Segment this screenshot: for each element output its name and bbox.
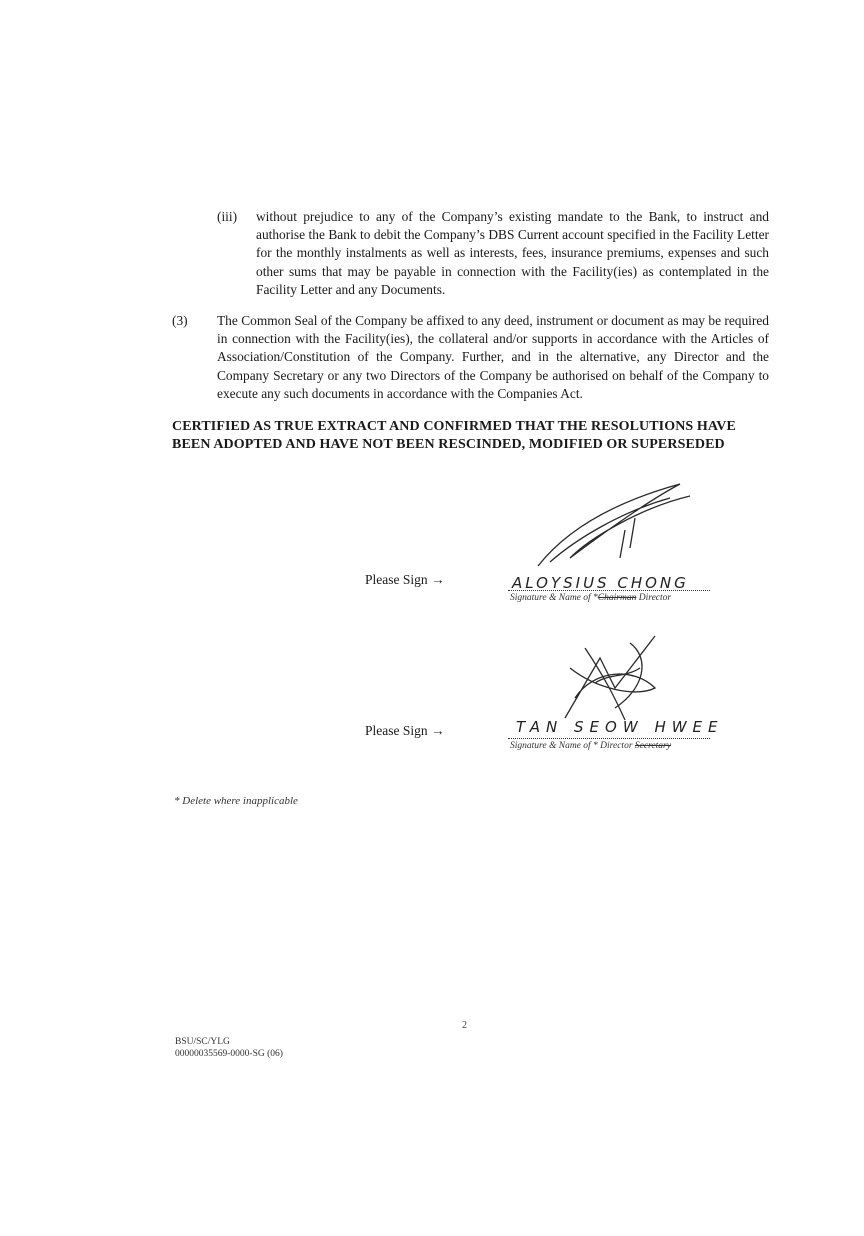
signer-1-name: ALOYSIUS CHONG — [512, 574, 689, 592]
signature-line-2[interactable] — [508, 738, 710, 739]
signature-caption-1 — [510, 593, 671, 603]
footer-reference — [175, 1036, 283, 1060]
clause-3 — [172, 312, 769, 403]
caption-2-struck: Secretary — [634, 741, 671, 751]
please-sign-label-1: Please Sign → — [365, 572, 445, 587]
clause-iii — [217, 208, 769, 299]
delete-note: * Delete where inapplicable — [174, 795, 298, 807]
caption-1-prefix: Signature & Name of * — [510, 593, 598, 603]
signature-caption-2 — [510, 741, 671, 751]
footer-line-2: 00000035569-0000-SG (06) — [175, 1049, 283, 1059]
caption-1-struck: Chairman — [597, 593, 637, 603]
clause-iii-number: (iii) — [217, 209, 238, 224]
clause-iii-text: without prejudice to any of the Company’s existing mandate to the Bank, to instruct and authorise the Bank to debit the Company’s DBS Current account specified in the Facility Letter for the monthly instalments as well as interests, fees, insurance premiums, expenses and such other sums that may be payable in connection with the Facility(ies) as contemplated in the Facility Letter and any Documents. — [256, 209, 769, 297]
clause-3-number: (3) — [172, 313, 188, 328]
signature-2-scribble — [555, 628, 665, 723]
footer-line-1: BSU/SC/YLG — [175, 1037, 230, 1047]
certification-heading: CERTIFIED AS TRUE EXTRACT AND CONFIRMED THAT THE RESOLUTIONS HAVE BEEN ADOPTED AND HAVE NOT BEEN RESCINDED, MODIFIED OR SUPERSEDED — [172, 419, 736, 452]
signature-1-scribble — [530, 478, 700, 573]
page-number: 2 — [462, 1020, 467, 1031]
caption-2-prefix: Signature & Name of * Director — [510, 741, 635, 751]
signer-2-name: TAN SEOW HWEE — [516, 718, 724, 736]
caption-1-suffix: Director — [636, 593, 672, 603]
signature-line-1[interactable] — [508, 590, 710, 591]
clause-3-text: The Common Seal of the Company be affixed to any deed, instrument or document as may be required in connection with the Facility(ies), the collateral and/or supports in accordance with the Articles of Association/Constitution of the Company. Further, and in the alternative, any Director and the Company Secretary or any two Directors of the Company be authorised on behalf of the Company to execute any such documents in accordance with the Companies Act. — [217, 313, 769, 401]
please-sign-label-2: Please Sign → — [365, 723, 445, 738]
